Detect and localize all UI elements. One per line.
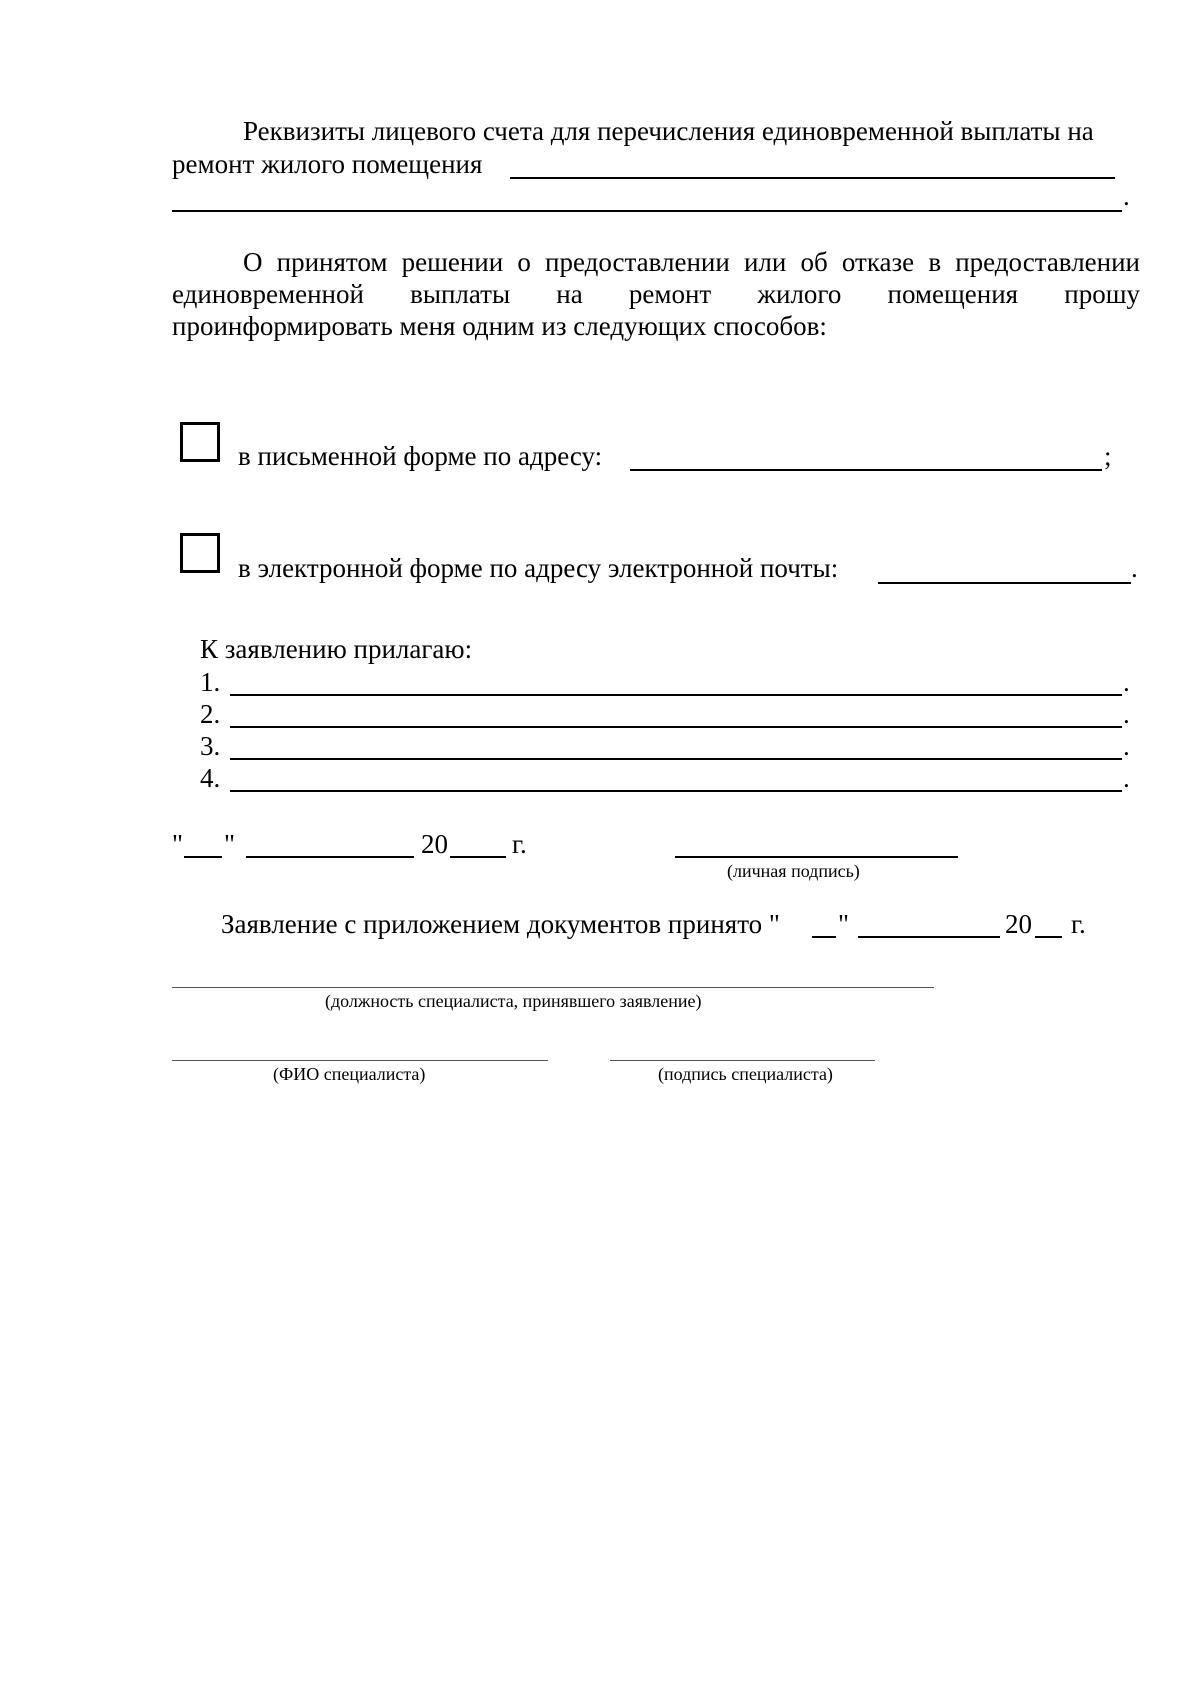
personal-signature-caption: (личная подпись) <box>727 861 860 881</box>
date-year-suffix: г. <box>512 829 527 859</box>
accepted-text: Заявление с приложением документов принято " <box>221 909 780 939</box>
written-form-end: ; <box>1104 441 1112 471</box>
attachment-number: 2. <box>200 699 221 729</box>
attachment-end: . <box>1123 667 1130 697</box>
decision-line-2: единовременной выплаты на ремонт жилого помещения прошу <box>172 279 1140 309</box>
email-form-end: . <box>1131 553 1138 583</box>
attachment-end: . <box>1123 763 1130 793</box>
attachment-number: 4. <box>200 763 221 793</box>
attachment-field[interactable] <box>230 790 1122 792</box>
date-month-field[interactable] <box>246 856 414 858</box>
accepted-month-field[interactable] <box>858 936 1000 938</box>
accepted-year-field[interactable] <box>1035 936 1062 938</box>
accepted-year-prefix: 20 <box>1005 909 1032 939</box>
attachment-number: 3. <box>200 731 221 761</box>
requisites-end-dot: . <box>1123 181 1130 211</box>
decision-line-1: О принятом решении о предоставлении или об отказе в предоставлении <box>243 247 1140 277</box>
decision-paragraph <box>172 246 1140 342</box>
accepted-year-suffix: г. <box>1071 909 1086 939</box>
date-quote-open: " <box>172 829 184 859</box>
email-address-field[interactable] <box>878 582 1131 584</box>
decision-line-3: проинформировать меня одним из следующих способов: <box>172 311 827 341</box>
requisites-line-2 <box>172 148 482 180</box>
attachment-end: . <box>1123 699 1130 729</box>
specialist-signature-field[interactable] <box>610 1060 875 1061</box>
specialist-position-caption: (должность специалиста, принявшего заявление) <box>325 991 702 1011</box>
specialist-signature-caption: (подпись специалиста) <box>658 1064 833 1084</box>
email-form-checkbox[interactable] <box>180 533 220 573</box>
requisites-field-line-2[interactable] <box>172 210 1122 212</box>
accepted-quote-close: " <box>838 909 850 939</box>
attachments-heading: К заявлению прилагаю: <box>200 634 473 664</box>
email-form-label: в электронной форме по адресу электронной почты: <box>238 553 839 583</box>
written-form-label: в письменной форме по адресу: <box>238 441 603 471</box>
written-address-field[interactable] <box>630 469 1102 471</box>
attachment-end: . <box>1123 731 1130 761</box>
requisites-field-line-1[interactable] <box>510 177 1115 179</box>
requisites-label: ремонт жилого помещения <box>172 149 483 179</box>
specialist-name-field[interactable] <box>172 1060 548 1061</box>
personal-signature-field[interactable] <box>675 856 958 858</box>
attachment-field[interactable] <box>230 694 1122 696</box>
attachment-field[interactable] <box>230 758 1122 760</box>
specialist-name-caption: (ФИО специалиста) <box>273 1064 426 1084</box>
attachment-number: 1. <box>200 667 221 697</box>
attachment-field[interactable] <box>230 726 1122 728</box>
date-year-field[interactable] <box>450 856 506 858</box>
specialist-position-field[interactable] <box>172 987 934 988</box>
accepted-day-field[interactable] <box>812 936 836 938</box>
requisites-line-1: Реквизиты лицевого счета для перечисления единовременной выплаты на <box>243 116 1094 146</box>
date-day-field[interactable] <box>184 856 222 858</box>
written-form-checkbox[interactable] <box>180 422 220 462</box>
date-year-prefix: 20 <box>421 829 448 859</box>
date-quote-close: " <box>224 829 236 859</box>
